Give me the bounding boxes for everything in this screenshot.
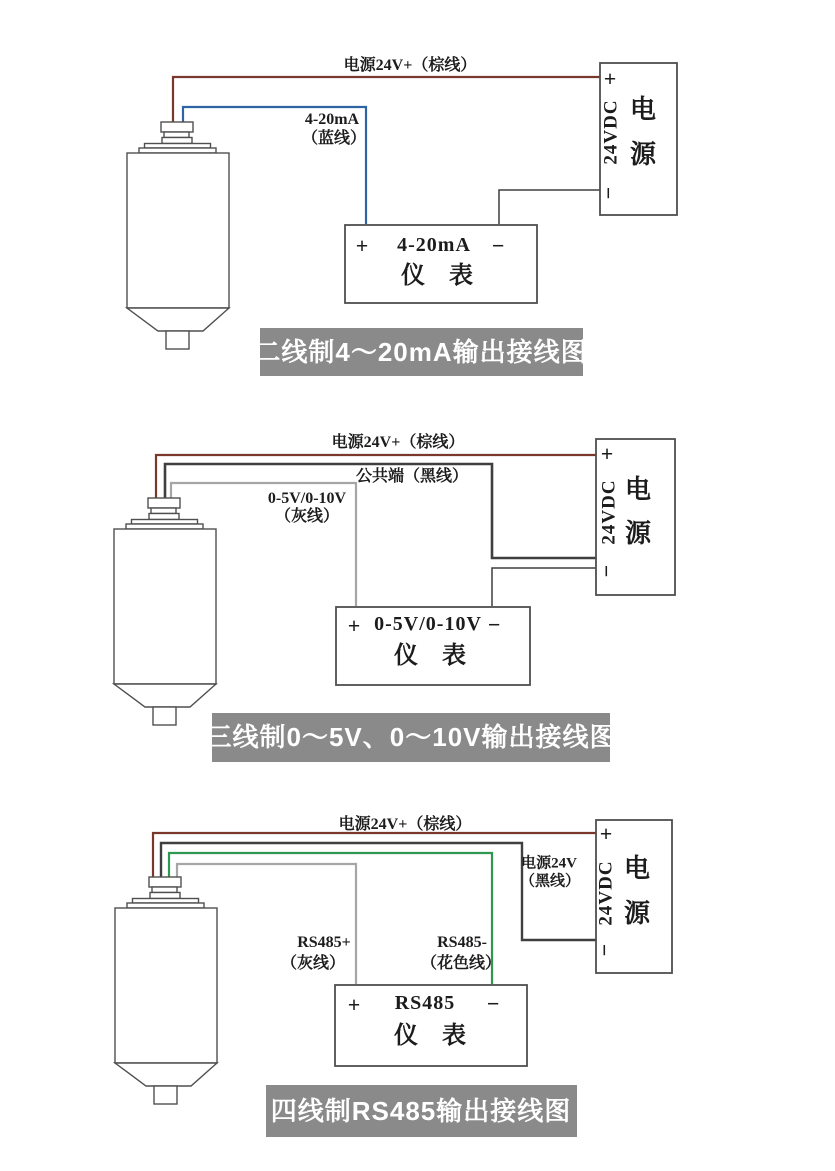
d3-psu-minus-terminal: − — [592, 943, 617, 957]
d2-meter-title: 0-5V/0-10V — [374, 613, 482, 635]
d1-power-wire-label: 电源24V+（棕线） — [343, 57, 477, 74]
d2-psu-minus-terminal: − — [594, 564, 619, 578]
d1-meter-to-psu-wire — [499, 190, 600, 224]
d2-psu-voltage-label: 24VDC — [598, 479, 620, 545]
d1-signal-wire-label-line1: 4-20mA — [304, 111, 360, 128]
d2-psu-plus-terminal: + — [600, 441, 614, 466]
d2-caption: 三线制0～5V、0～10V输出接线图 — [205, 722, 617, 752]
d2-power-wire-label: 电源24V+（棕线） — [331, 434, 465, 451]
d2-meter-plus-terminal: + — [347, 613, 361, 638]
d2-psu-name-top: 电 — [624, 475, 652, 504]
d1-meter-name: 仪 表 — [401, 263, 473, 289]
d3-psu-name-top: 电 — [623, 854, 651, 883]
d3-power-wire-label: 电源24V+（棕线） — [338, 816, 472, 833]
d1-power-brown-wire — [173, 77, 600, 126]
d2-signal-wire-label-line2: （灰线） — [274, 508, 340, 525]
d1-signal-wire-label-line2: （蓝线） — [301, 130, 367, 147]
d3-meter-title: RS485 — [394, 992, 456, 1014]
d3-power-neg-label-line2: （黑线） — [519, 873, 581, 890]
d3-meter-minus-terminal: − — [486, 991, 500, 1016]
d3-sensor — [115, 877, 217, 1104]
d1-psu-minus-terminal: − — [596, 186, 621, 200]
d1-psu-voltage-label: 24VDC — [600, 99, 622, 165]
d2-meter-to-psu-wire — [492, 568, 596, 606]
d3-power-neg-label-line1: 电源24V — [521, 855, 577, 872]
d1-meter-plus-terminal: + — [355, 233, 369, 258]
d2-psu-name-bottom: 源 — [624, 519, 652, 548]
d3-rs485n-label-line1: RS485- — [437, 934, 487, 951]
d3-caption: 四线制RS485输出接线图 — [270, 1096, 572, 1126]
d2-meter-name: 仪 表 — [394, 643, 466, 669]
d2-meter-minus-terminal: − — [487, 612, 501, 637]
d2-sensor — [114, 498, 216, 725]
d2-signal-wire-label-line1: 0-5V/0-10V — [267, 490, 347, 507]
d3-psu-voltage-label: 24VDC — [595, 860, 617, 926]
d1-psu-plus-terminal: + — [603, 66, 617, 91]
d3-meter-plus-terminal: + — [347, 992, 361, 1017]
d1-meter-title: 4-20mA — [397, 234, 471, 256]
d1-caption: 二线制4～20mA输出接线图 — [254, 337, 588, 367]
d1-meter-minus-terminal: − — [491, 233, 505, 258]
d3-meter-name: 仪 表 — [394, 1023, 466, 1049]
d3-rs485p-label-line2: （灰线） — [280, 955, 346, 972]
d3-psu-name-bottom: 源 — [623, 899, 651, 928]
d3-rs485n-label-line2: （花色线） — [420, 955, 502, 972]
d1-sensor — [127, 122, 229, 349]
d3-rs485p-label-line1: RS485+ — [297, 934, 351, 951]
d1-psu-name-bottom: 源 — [629, 140, 657, 169]
d3-psu-plus-terminal: + — [599, 821, 613, 846]
d2-common-wire-label: 公共端（黑线） — [355, 468, 469, 485]
d1-psu-name-top: 电 — [629, 95, 657, 124]
